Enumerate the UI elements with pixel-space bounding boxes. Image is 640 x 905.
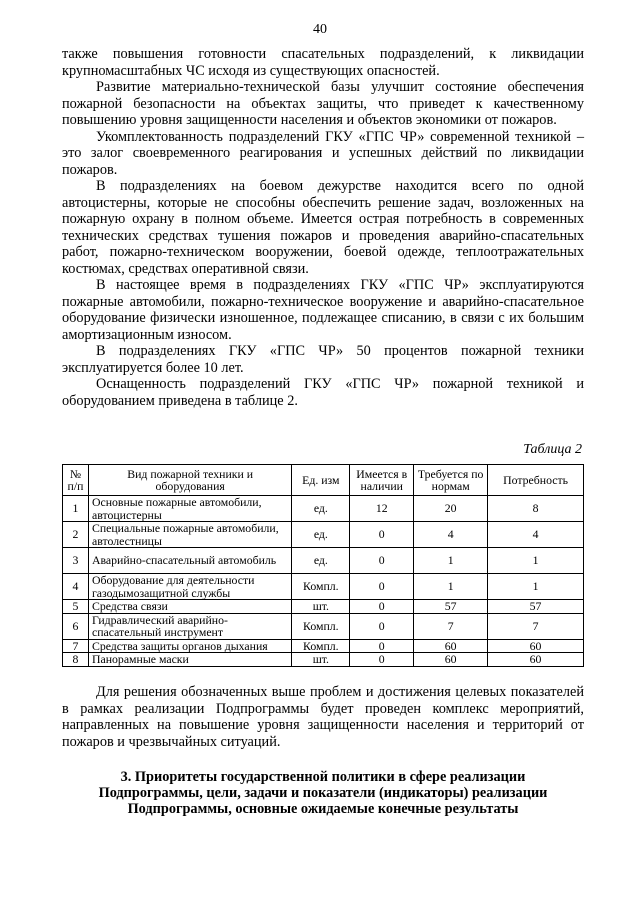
cell-need: 1 <box>488 548 584 574</box>
paragraph: Оснащенность подразделений ГКУ «ГПС ЧР» пожарной техникой и оборудованием приведена в таблице 2. <box>62 376 584 409</box>
body-text-bottom <box>62 684 584 750</box>
cell-number: 2 <box>63 522 89 548</box>
paragraph: Укомплектованность подразделений ГКУ «ГПС ЧР» современной техникой – это залог своевременного реагирования и успешных действий по ликвидации пожаров. <box>62 128 584 178</box>
paragraph: Развитие материально-технической базы улучшит состояние обеспечения пожарной безопасности на объектах защиты, что приведет к качественному повышению уровня защищенности населения и объектов экономики от пожаров. <box>62 79 584 128</box>
cell-need: 7 <box>488 613 584 639</box>
table-caption: Таблица 2 <box>523 442 582 457</box>
cell-number: 4 <box>63 574 89 600</box>
cell-unit: шт. <box>292 600 350 614</box>
table-row <box>63 574 584 600</box>
cell-need: 1 <box>488 574 584 600</box>
cell-required: 4 <box>414 522 488 548</box>
cell-need: 60 <box>488 653 584 667</box>
cell-available: 0 <box>350 600 414 614</box>
cell-need: 60 <box>488 639 584 653</box>
table-row <box>63 600 584 614</box>
cell-type: Основные пожарные автомобили, автоцистерны <box>88 496 291 522</box>
paragraph: также повышения готовности спасательных подразделений, к ликвидации крупномасштабных ЧС исходя из существующих опасностей. <box>62 46 584 79</box>
table-row <box>63 653 584 667</box>
body-text <box>62 46 584 409</box>
header-number: № п/п <box>63 465 89 496</box>
cell-unit: Компл. <box>292 613 350 639</box>
cell-type: Специальные пожарные автомобили, автолестницы <box>88 522 291 548</box>
cell-available: 0 <box>350 653 414 667</box>
cell-number: 3 <box>63 548 89 574</box>
cell-available: 0 <box>350 613 414 639</box>
page-number: 40 <box>313 22 327 37</box>
header-need: Потребность <box>488 465 584 496</box>
cell-unit: ед. <box>292 548 350 574</box>
cell-type: Аварийно-спасательный автомобиль <box>88 548 291 574</box>
cell-number: 8 <box>63 653 89 667</box>
cell-type: Панорамные маски <box>88 653 291 667</box>
cell-required: 1 <box>414 548 488 574</box>
cell-need: 8 <box>488 496 584 522</box>
paragraph: В подразделениях на боевом дежурстве находится всего по одной автоцистерны, которые не способны обеспечить решение задач, возложенных на пожарную охрану в полном объеме. Имеется острая потребность в современных технических средствах тушения пожаров и проведения аварийно-спасательных работ, пожарно-техническом вооружении, боевой одежде, теплоотражательных костюмах, средствах оперативной связи. <box>62 178 584 277</box>
cell-required: 60 <box>414 639 488 653</box>
section-heading <box>62 769 584 817</box>
cell-unit: шт. <box>292 653 350 667</box>
cell-need: 4 <box>488 522 584 548</box>
section-heading-line: 3. Приоритеты государственной политики в сфере реализации <box>120 769 526 785</box>
cell-required: 1 <box>414 574 488 600</box>
cell-required: 60 <box>414 653 488 667</box>
cell-required: 20 <box>414 496 488 522</box>
table-row <box>63 613 584 639</box>
cell-unit: ед. <box>292 522 350 548</box>
cell-required: 7 <box>414 613 488 639</box>
cell-available: 0 <box>350 548 414 574</box>
header-type: Вид пожарной техники и оборудования <box>88 465 291 496</box>
table-row <box>63 639 584 653</box>
table-row <box>63 522 584 548</box>
header-available: Имеется в наличии <box>350 465 414 496</box>
cell-unit: ед. <box>292 496 350 522</box>
cell-required: 57 <box>414 600 488 614</box>
cell-type: Средства связи <box>88 600 291 614</box>
cell-need: 57 <box>488 600 584 614</box>
cell-available: 0 <box>350 522 414 548</box>
table-row <box>63 496 584 522</box>
cell-available: 12 <box>350 496 414 522</box>
cell-number: 6 <box>63 613 89 639</box>
paragraph: Для решения обозначенных выше проблем и достижения целевых показателей в рамках реализации Подпрограммы будет проведен комплекс мероприятий, направленных на повышение уровня защищенности населения и территорий от пожаров и чрезвычайных ситуаций. <box>62 684 584 750</box>
cell-number: 7 <box>63 639 89 653</box>
cell-number: 1 <box>63 496 89 522</box>
cell-available: 0 <box>350 574 414 600</box>
cell-unit: Компл. <box>292 639 350 653</box>
header-unit: Ед. изм <box>292 465 350 496</box>
table-header-row <box>63 465 584 496</box>
section-heading-line: Подпрограммы, основные ожидаемые конечные результаты <box>127 801 519 817</box>
paragraph: В подразделениях ГКУ «ГПС ЧР» 50 процентов пожарной техники эксплуатируется более 10 лет. <box>62 343 584 376</box>
paragraph: В настоящее время в подразделениях ГКУ «ГПС ЧР» эксплуатируются пожарные автомобили, пожарно-техническое вооружение и аварийно-спасательное оборудование физически изношенное, подлежащее списанию, в связи с их большим амортизационным износом. <box>62 277 584 343</box>
cell-type: Гидравлический аварийно-спасательный инструмент <box>88 613 291 639</box>
cell-number: 5 <box>63 600 89 614</box>
cell-available: 0 <box>350 639 414 653</box>
cell-unit: Компл. <box>292 574 350 600</box>
cell-type: Средства защиты органов дыхания <box>88 639 291 653</box>
cell-type: Оборудование для деятельности газодымозащитной службы <box>88 574 291 600</box>
section-heading-line: Подпрограммы, цели, задачи и показатели (индикаторы) реализации <box>98 785 548 801</box>
equipment-table <box>62 464 584 667</box>
table-row <box>63 548 584 574</box>
header-required: Требуется по нормам <box>414 465 488 496</box>
